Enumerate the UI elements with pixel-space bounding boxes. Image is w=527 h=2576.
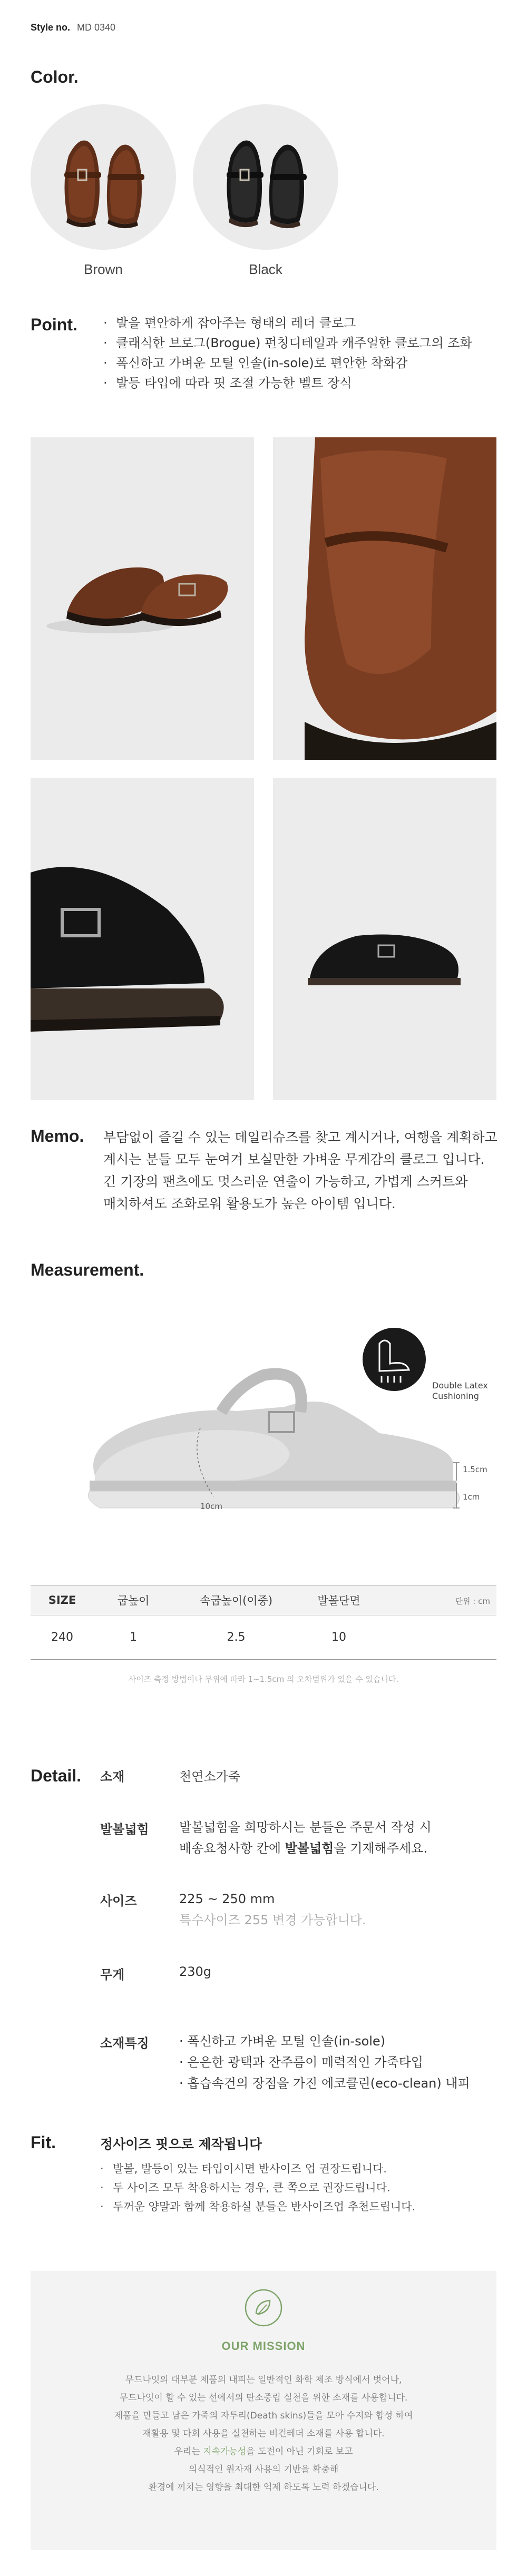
- color-heading: Color.: [31, 67, 79, 86]
- measurement-diagram: [63, 1323, 506, 1544]
- fit-item: · 두 사이즈 모두 착용하시는 경우, 큰 쪽으로 권장드립니다.: [100, 2178, 501, 2197]
- detail-label: 사이즈: [100, 1894, 137, 1908]
- insole-label-line: Cushioning: [432, 1391, 479, 1401]
- detail-label: 소재특징: [100, 2036, 149, 2051]
- detail-row-weight: [100, 1964, 501, 2033]
- detail-label: 발볼넓힘: [100, 1822, 149, 1837]
- product-photo-closeup-brown: [273, 437, 496, 760]
- length-label: 10cm: [200, 1502, 222, 1511]
- black-swatch: [193, 104, 338, 250]
- fit-list: [100, 2159, 501, 2216]
- size-table: [31, 1585, 496, 1684]
- cell-heel-height: 1: [130, 1631, 137, 1644]
- product-photo-profile-black: [273, 778, 496, 1100]
- column-heel-height: 굽높이: [117, 1594, 150, 1607]
- memo-line: 계시는 분들 모두 눈여겨 보실만한 가벼운 무게감의 클로그 입니다.: [103, 1152, 485, 1167]
- memo-line: 부담없이 즐길 수 있는 데일리슈즈를 찾고 계시거나, 여행을 계획하고: [103, 1130, 497, 1145]
- mission-highlight-word: 지속가능성: [203, 2446, 247, 2457]
- insole-label: [432, 1380, 488, 1402]
- unit-note: 단위 : cm: [455, 1596, 490, 1606]
- point-item: · 폭신하고 가벼운 모틸 인솔(in-sole)로 편안한 착화감: [103, 353, 504, 373]
- product-photo-side-black: [31, 778, 254, 1100]
- detail-value: 225 ~ 250 mm: [179, 1892, 275, 1906]
- product-photo-pair: [31, 437, 254, 760]
- memo-heading: Memo.: [31, 1127, 84, 1145]
- detail-row-size: [100, 1891, 501, 1964]
- fit-title: 정사이즈 핏으로 제작됩니다: [100, 2137, 262, 2152]
- cell-ball-width: 10: [331, 1631, 346, 1644]
- point-item: · 클래식한 브로그(Brogue) 펀칭디테일과 캐주얼한 클로그의 조화: [103, 333, 504, 353]
- detail-value: 발볼넓힘을 희망하시는 분들은 주문서 작성 시: [179, 1820, 432, 1835]
- detail-row-wide-fit: [100, 1819, 501, 1891]
- detail-heading: Detail.: [31, 1766, 82, 1785]
- detail-table: [100, 1766, 501, 2094]
- detail-bold: 발볼넓힘: [285, 1841, 334, 1856]
- fit-item: · 발볼, 발등이 있는 타입이시면 반사이즈 업 권장드립니다.: [100, 2159, 501, 2178]
- detail-value: 을 기재해주세요.: [334, 1841, 428, 1856]
- table-row: [31, 1615, 496, 1660]
- mission-title: OUR MISSION: [221, 2339, 306, 2353]
- memo-line: 매치하셔도 조화로워 활용도가 높은 아이템 입니다.: [103, 1196, 396, 1211]
- column-ball-width: 발볼단면: [317, 1594, 360, 1607]
- brown-clog-image: [31, 104, 176, 250]
- style-number-label: Style no.: [31, 22, 71, 33]
- detail-value: 특수사이즈 255 변경 가능합니다.: [179, 1913, 366, 1927]
- mission-line: 의식적인 원자재 사용의 기반을 확충해: [188, 2464, 339, 2475]
- mission-line: 무드나잇이 할 수 있는 선에서의 탄소중립 실천을 위한 소재를 사용합니다.: [119, 2393, 408, 2403]
- sole-height-label: 1cm: [463, 1492, 480, 1502]
- column-size: SIZE: [48, 1594, 76, 1607]
- detail-value: · 폭신하고 가벼운 모틸 인솔(in-sole): [179, 2034, 386, 2049]
- detail-value: 배송요청사항 칸에: [179, 1841, 281, 1856]
- heel-height-label: 1.5cm: [463, 1465, 487, 1474]
- column-inner-heel: 속굽높이(이중): [199, 1594, 273, 1607]
- memo-text: [103, 1127, 504, 1215]
- point-item: · 발등 타입에 따라 핏 조절 가능한 벨트 장식: [103, 373, 504, 393]
- detail-label: 무게: [100, 1967, 125, 1982]
- insole-label-line: Double Latex: [432, 1380, 488, 1390]
- mission-line: 재활용 및 다회 사용을 실천하는 비건레더 소재를 사용 합니다.: [142, 2428, 385, 2439]
- detail-value: · 은은한 광택과 잔주름이 매력적인 가죽타입: [179, 2055, 424, 2070]
- brown-swatch: [31, 104, 176, 250]
- mission-line: 환경에 끼치는 영향을 최대한 억제 하도록 노력 하겠습니다.: [148, 2482, 379, 2493]
- cell-inner-heel: 2.5: [227, 1631, 246, 1644]
- measurement-footnote: 사이즈 측정 방법이나 부위에 따라 1~1.5cm 의 오차범위가 있을 수 있습니다.: [128, 1674, 399, 1684]
- style-number-value: MD 0340: [77, 22, 116, 33]
- detail-value: 천연소가죽: [179, 1769, 240, 1784]
- mission-text: [31, 2371, 496, 2496]
- fit-heading: Fit.: [31, 2133, 56, 2152]
- cell-size: 240: [51, 1631, 73, 1644]
- mission-panel: [31, 2271, 496, 2550]
- memo-line: 긴 기장의 팬츠에도 멋스러운 연출이 가능하고, 가볍게 스커트와: [103, 1174, 468, 1189]
- detail-row-material: [100, 1766, 501, 1819]
- mission-line: 무드나잇의 대부분 제품의 내피는 일반적인 화학 제조 방식에서 벗어나,: [125, 2375, 402, 2385]
- leaf-recycle-icon: [243, 2288, 284, 2328]
- mission-line-highlight: [31, 2443, 496, 2461]
- detail-label: 소재: [100, 1769, 125, 1784]
- point-item: · 발을 편안하게 잡아주는 형태의 레더 클로그: [103, 313, 504, 333]
- style-number: [31, 22, 115, 33]
- detail-row-features: [100, 2033, 501, 2094]
- measurement-heading: Measurement.: [31, 1260, 144, 1279]
- detail-value: · 흡습속건의 장점을 가진 에코클린(eco-clean) 내피: [179, 2076, 470, 2091]
- mission-line: 제품을 만들고 남은 가죽의 자투리(Death skins)들을 모아 수지와 합성 하여: [114, 2411, 413, 2421]
- point-heading: Point.: [31, 315, 77, 334]
- color-name-black: Black: [249, 261, 282, 277]
- detail-value: 230g: [179, 1964, 212, 1979]
- point-list: [103, 313, 504, 393]
- color-name-brown: Brown: [84, 261, 123, 277]
- black-clog-image: [193, 104, 338, 250]
- mission-line: 우리는 지속가능성을 도전이 아닌 기회로 보고: [174, 2446, 353, 2457]
- fit-item: · 두꺼운 양말과 함께 착용하실 분들은 반사이즈업 추천드립니다.: [100, 2197, 501, 2216]
